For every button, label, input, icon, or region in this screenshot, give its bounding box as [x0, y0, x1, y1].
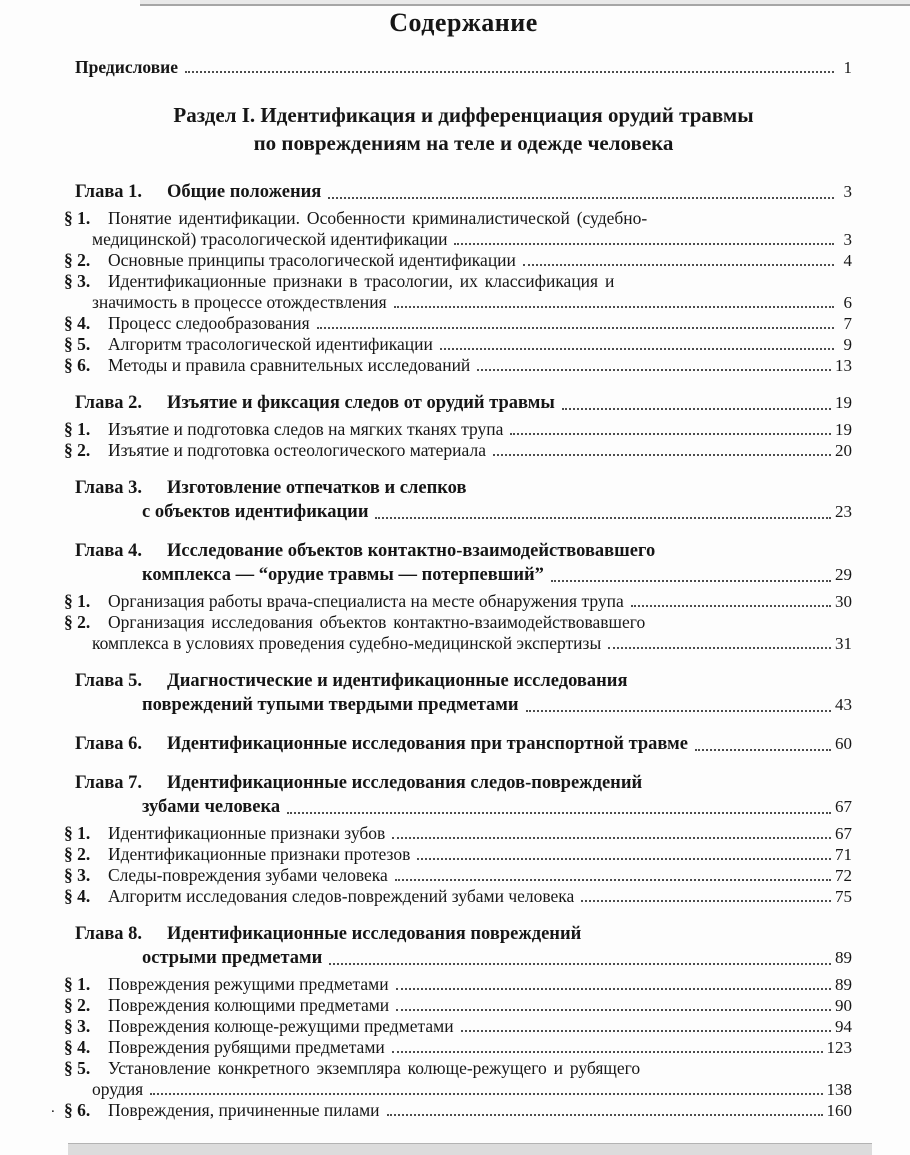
- toc-entry-label: Организация исследования объектов контактно-взаимодействовавшего: [108, 612, 646, 632]
- para-marker: § 2.: [64, 995, 91, 1015]
- scan-artifact-dot: .: [51, 1100, 55, 1116]
- toc-entry-label: медицинской) трасологической идентификации: [92, 229, 448, 249]
- toc-entry-label: Повреждения колющими предметами: [108, 995, 390, 1015]
- toc-row-para: [64, 823, 852, 844]
- section-heading-line2: по повреждениям на теле и одежде человека: [253, 131, 674, 155]
- toc-entry-label: комплекса в условиях проведения судебно-медицинской экспертизы: [92, 633, 602, 653]
- page-number: 19: [835, 393, 852, 412]
- toc-entry-label: Идентификационные исследования при транспортной травме: [167, 734, 688, 754]
- para-marker: § 2.: [64, 612, 91, 632]
- toc-row-para: [64, 1037, 852, 1058]
- toc-entry-label: зубами человека: [142, 797, 281, 817]
- dot-leader: [523, 264, 834, 266]
- dot-leader: [396, 988, 831, 990]
- toc-row-chapter-1: [75, 180, 852, 204]
- toc-row-para: [64, 208, 852, 229]
- toc-row-para: [64, 419, 852, 440]
- chapter-number: Глава 7.: [75, 773, 143, 793]
- page-number: 123: [826, 1038, 852, 1057]
- toc-entry-label: Процесс следообразования: [108, 313, 310, 333]
- toc-entry-label: Диагностические и идентификационные исследования: [167, 671, 628, 691]
- dot-leader: [375, 517, 831, 519]
- toc-entry-label: Идентификационные признаки в трасологии, их классификация и: [108, 271, 615, 291]
- page-number: 3: [843, 182, 852, 201]
- toc-entry-label: с объектов идентификации: [142, 502, 369, 522]
- page-number: 1: [843, 58, 852, 77]
- page-number: 30: [835, 592, 852, 611]
- chapter-number: Глава 2.: [75, 393, 143, 413]
- toc-entry-label: Идентификационные признаки протезов: [108, 844, 411, 864]
- para-marker: § 4.: [64, 1037, 91, 1057]
- toc-entry-label: Понятие идентификации. Особенности криминалистической (судебно-: [108, 208, 648, 228]
- toc-entry-label: Идентификационные признаки зубов: [108, 823, 386, 843]
- section-heading-line1: Раздел I. Идентификация и дифференциация орудий травмы: [173, 103, 754, 127]
- toc-row-para: [51, 1100, 852, 1121]
- toc-row-preface: [75, 57, 852, 78]
- chapter-number: Глава 4.: [75, 541, 143, 561]
- toc-row-chapter-6: [75, 732, 852, 756]
- para-marker: § 2.: [64, 844, 91, 864]
- page-title: Содержание: [389, 8, 538, 37]
- dot-leader: [526, 710, 831, 712]
- toc-entry-label: значимость в процессе отождествления: [92, 292, 387, 312]
- para-marker: § 3.: [64, 865, 91, 885]
- page-number: 90: [835, 996, 852, 1015]
- toc-entry-label: Общие положения: [167, 182, 322, 202]
- toc-entry-label: Организация работы врача-специалиста на месте обнаружения трупа: [108, 591, 624, 611]
- para-marker: § 1.: [64, 823, 91, 843]
- dot-leader: [394, 306, 834, 308]
- para-marker: § 1.: [64, 208, 91, 228]
- toc-entry-label: повреждений тупыми твердыми предметами: [142, 695, 519, 715]
- toc-entry-label: Установление конкретного экземпляра колюще-режущего и рубящего: [108, 1058, 641, 1078]
- toc-row-chapter-3: [75, 476, 852, 500]
- dot-leader: [440, 348, 834, 350]
- toc-row-chapter-8: [75, 922, 852, 946]
- para-marker: § 3.: [64, 1016, 91, 1036]
- toc-entry-label: Исследование объектов контактно-взаимодействовавшего: [167, 541, 656, 561]
- toc-row-chapter-7: [75, 771, 852, 795]
- toc-entry-label: Предисловие: [75, 57, 179, 77]
- toc-row-para: [64, 271, 852, 292]
- toc-row-para-cont: [75, 292, 852, 313]
- chapter-number: Глава 1.: [75, 182, 143, 202]
- para-marker: § 3.: [64, 271, 91, 291]
- toc-row-chapter-8-cont: [75, 946, 852, 970]
- toc-entry-label: Изъятие и подготовка остеологического материала: [108, 440, 486, 460]
- dot-leader: [631, 605, 831, 607]
- toc-row-para: [64, 1016, 852, 1037]
- toc-entry-label: Следы-повреждения зубами человека: [108, 865, 388, 885]
- toc-row-para: [64, 440, 852, 461]
- dot-leader: [493, 454, 831, 456]
- page-number: 138: [826, 1080, 852, 1099]
- para-marker: § 1.: [64, 419, 91, 439]
- dot-leader: [396, 1009, 831, 1011]
- page-number: 75: [835, 887, 852, 906]
- page-number: 31: [835, 634, 852, 653]
- page-number: 9: [843, 335, 852, 354]
- toc-row-para: [64, 355, 852, 376]
- toc-entry-label: Изъятие и подготовка следов на мягких тканях трупа: [108, 419, 504, 439]
- dot-leader: [395, 879, 831, 881]
- para-marker: § 6.: [64, 355, 91, 375]
- toc-row-chapter-3-cont: [75, 500, 852, 524]
- section-heading: [75, 101, 852, 157]
- toc-row-para: [64, 844, 852, 865]
- toc-row-para: [64, 334, 852, 355]
- page-number: 71: [835, 845, 852, 864]
- page-number: 67: [835, 797, 852, 816]
- page-number: 13: [835, 356, 852, 375]
- dot-leader: [608, 647, 831, 649]
- toc-row-para-cont: [75, 229, 852, 250]
- toc-row-para: [64, 995, 852, 1016]
- page-number: 160: [826, 1101, 852, 1120]
- dot-leader: [328, 197, 834, 199]
- toc-entry-label: орудия: [92, 1079, 144, 1099]
- dot-leader: [387, 1114, 823, 1116]
- page-number: 67: [835, 824, 852, 843]
- toc-row-chapter-5: [75, 669, 852, 693]
- dot-leader: [317, 327, 834, 329]
- toc-entry-label: Повреждения рубящими предметами: [108, 1037, 385, 1057]
- dot-leader: [329, 963, 831, 965]
- toc-row-para: [64, 1058, 852, 1079]
- page-number: 20: [835, 441, 852, 460]
- toc-entry-label: Методы и правила сравнительных исследований: [108, 355, 471, 375]
- toc-entry-label: Изготовление отпечатков и слепков: [167, 478, 467, 498]
- toc-entry-label: Повреждения колюще-режущими предметами: [108, 1016, 454, 1036]
- toc-row-para: [64, 886, 852, 907]
- page-number: 72: [835, 866, 852, 885]
- dot-leader: [287, 812, 831, 814]
- para-marker: § 4.: [64, 886, 91, 906]
- dot-leader: [392, 837, 831, 839]
- scan-edge-top: [140, 0, 910, 6]
- toc-row-para: [64, 974, 852, 995]
- page-number: 43: [835, 695, 852, 714]
- toc-entry-label: комплекса — “орудие травмы — потерпевший”: [142, 565, 544, 585]
- dot-leader: [695, 749, 831, 751]
- para-marker: § 5.: [64, 1058, 91, 1078]
- toc-row-para: [64, 865, 852, 886]
- chapter-number: Глава 6.: [75, 734, 143, 754]
- toc-row-chapter-2: [75, 391, 852, 415]
- toc-entry-label: Изъятие и фиксация следов от орудий травмы: [167, 393, 555, 413]
- chapter-number: Глава 8.: [75, 924, 143, 944]
- chapter-number: Глава 5.: [75, 671, 143, 691]
- toc-entry-label: острыми предметами: [142, 948, 323, 968]
- toc-entry-label: Алгоритм трасологической идентификации: [108, 334, 433, 354]
- toc-row-para-cont: [75, 1079, 852, 1100]
- toc-row-para: [64, 250, 852, 271]
- dot-leader: [551, 580, 831, 582]
- page-number: 19: [835, 420, 852, 439]
- toc-entry-label: Идентификационные исследования повреждений: [167, 924, 582, 944]
- toc-entry-label: Алгоритм исследования следов-повреждений зубами человека: [108, 886, 575, 906]
- page-number: 23: [835, 502, 852, 521]
- page-number: 89: [835, 975, 852, 994]
- para-marker: § 1.: [64, 974, 91, 994]
- dot-leader: [392, 1051, 823, 1053]
- toc-entry-label: Повреждения режущими предметами: [108, 974, 389, 994]
- dot-leader: [461, 1030, 831, 1032]
- page-number: 89: [835, 948, 852, 967]
- scan-edge-bottom: [68, 1143, 872, 1155]
- toc-row-para-cont: [75, 633, 852, 654]
- para-marker: § 6.: [64, 1100, 91, 1120]
- dot-leader: [562, 408, 831, 410]
- toc-row-para: [64, 612, 852, 633]
- dot-leader: [477, 369, 831, 371]
- toc-content: [0, 8, 910, 1121]
- chapter-number: Глава 3.: [75, 478, 143, 498]
- page-number: 29: [835, 565, 852, 584]
- page-number: 6: [843, 293, 852, 312]
- para-marker: § 1.: [64, 591, 91, 611]
- dot-leader: [581, 900, 831, 902]
- page-number: 3: [843, 230, 852, 249]
- para-marker: § 4.: [64, 313, 91, 333]
- para-marker: § 2.: [64, 440, 91, 460]
- toc-row-chapter-7-cont: [75, 795, 852, 819]
- page-number: 4: [843, 251, 852, 270]
- toc-entry-label: Основные принципы трасологической идентификации: [108, 250, 516, 270]
- para-marker: § 5.: [64, 334, 91, 354]
- toc-row-chapter-4: [75, 539, 852, 563]
- toc-entry-label: Идентификационные исследования следов-повреждений: [167, 773, 643, 793]
- dot-leader: [417, 858, 831, 860]
- toc-row-chapter-4-cont: [75, 563, 852, 587]
- para-marker: § 2.: [64, 250, 91, 270]
- page-number: 60: [835, 734, 852, 753]
- dot-leader: [185, 71, 834, 73]
- dot-leader: [454, 243, 834, 245]
- toc-entry-label: Повреждения, причиненные пилами: [108, 1100, 380, 1120]
- toc-row-chapter-5-cont: [75, 693, 852, 717]
- toc-row-para: [64, 313, 852, 334]
- page-number: 94: [835, 1017, 852, 1036]
- dot-leader: [150, 1093, 822, 1095]
- dot-leader: [510, 433, 831, 435]
- toc-row-para: [64, 591, 852, 612]
- page-number: 7: [843, 314, 852, 333]
